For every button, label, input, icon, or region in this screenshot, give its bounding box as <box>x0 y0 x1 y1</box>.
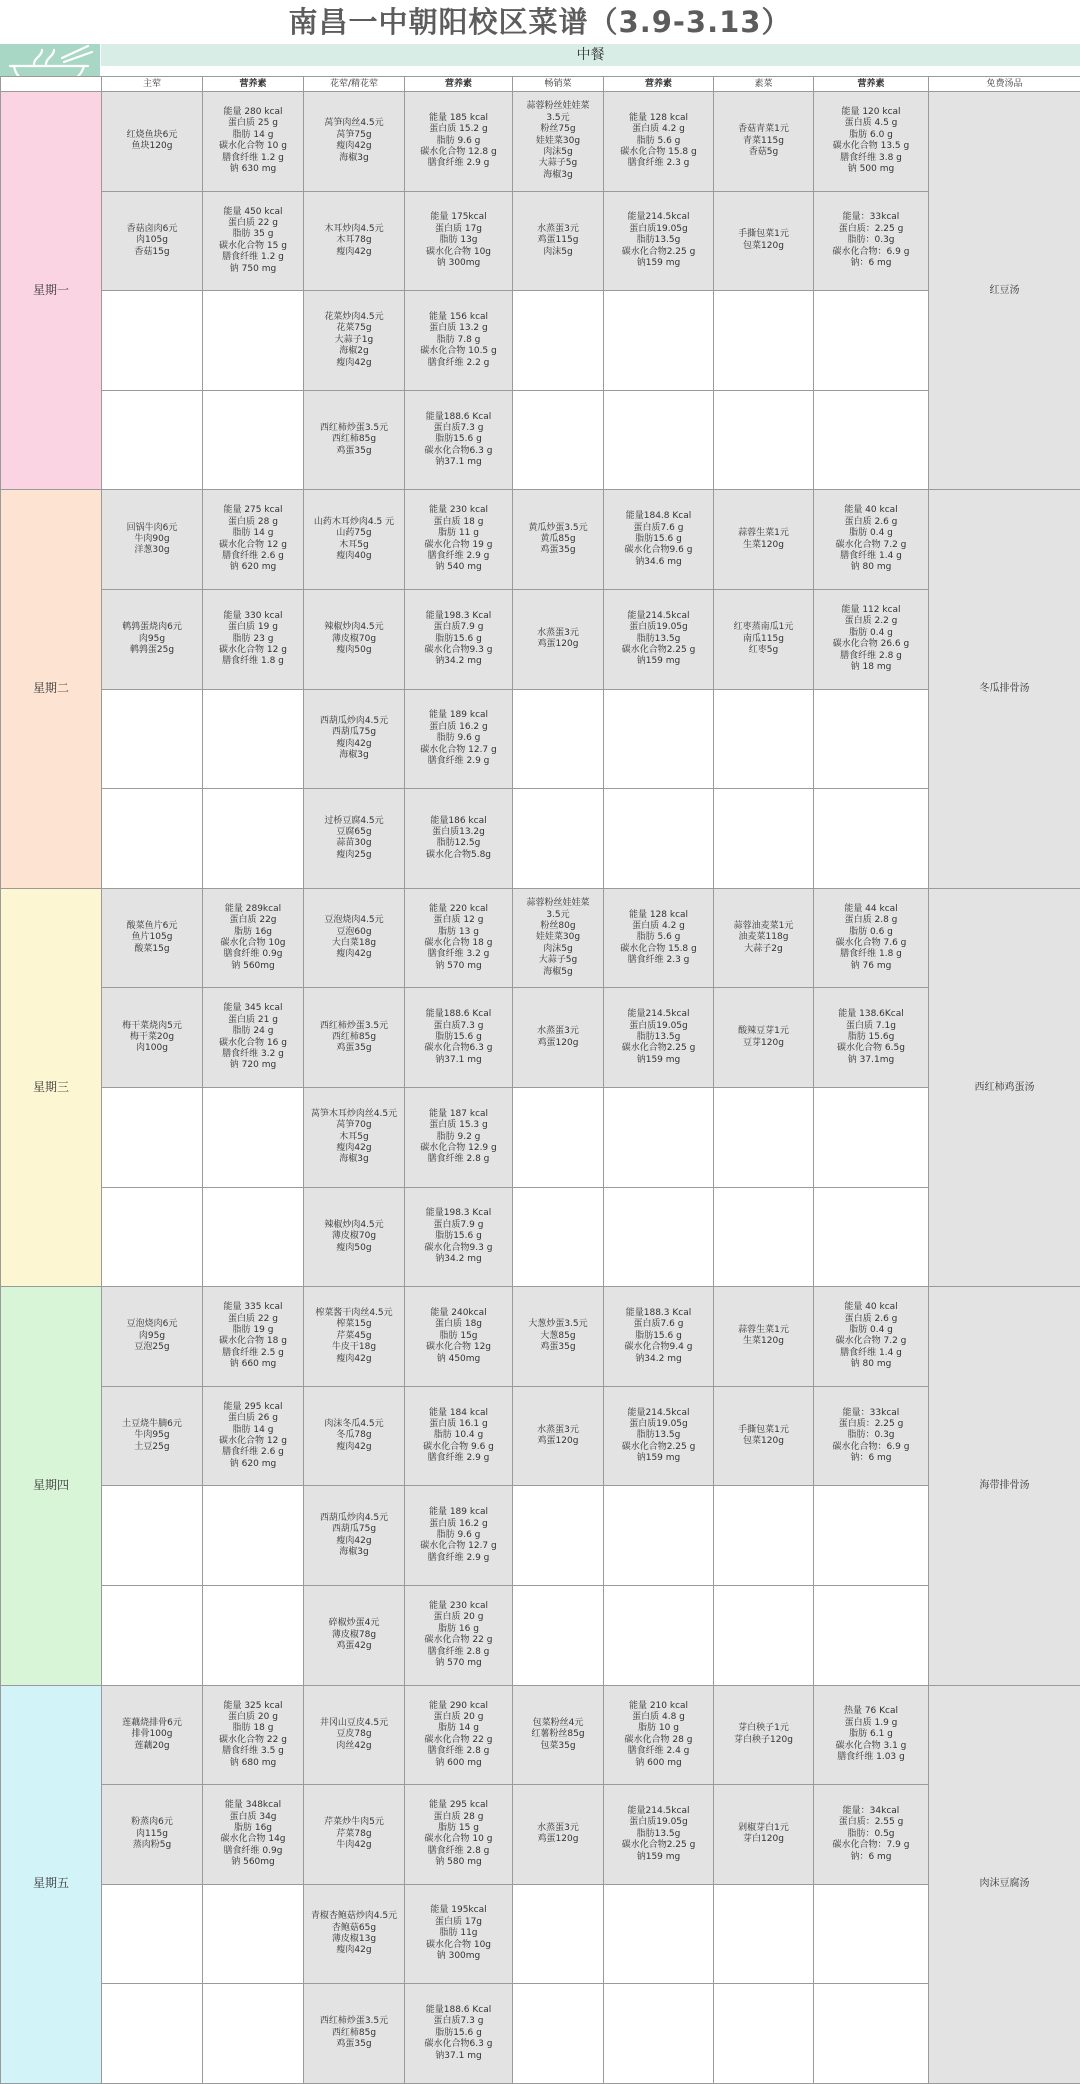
table-row <box>1 1087 1080 1187</box>
hot-dish-cell: 水蒸蛋3元 鸡蛋120g <box>513 988 604 1088</box>
main-nutrition-cell: 能量 325 kcal 蛋白质 20 g 脂肪 18 g 碳水化合物 22 g 膳食纤维 3.5 g 钠 680 mg <box>203 1685 304 1785</box>
empty-cell <box>714 1486 814 1586</box>
day-label: 星期一 <box>1 92 102 490</box>
main-nutrition-cell: 能量 450 kcal 蛋白质 22 g 脂肪 35 g 碳水化合物 15 g 膳食纤维 1.2 g 钠 750 mg <box>203 191 304 291</box>
empty-cell <box>102 1087 203 1187</box>
main-nutrition-cell: 能量 280 kcal 蛋白质 25 g 脂肪 14 g 碳水化合物 10 g 膳食纤维 1.2 g 钠 630 mg <box>203 92 304 192</box>
empty-cell <box>604 689 714 789</box>
main-nutrition-cell: 能量 295 kcal 蛋白质 26 g 脂肪 14 g 碳水化合物 12 g 膳食纤维 2.6 g 钠 620 mg <box>203 1386 304 1486</box>
flower-dish-cell: 榨菜酱干肉丝4.5元 榨菜15g 芹菜45g 牛皮干18g 瘦肉42g <box>304 1287 405 1387</box>
veg-dish-cell: 手撕包菜1元 包菜120g <box>714 191 814 291</box>
veg-dish-cell: 剁椒芽白1元 芽白120g <box>714 1785 814 1885</box>
menu-table-body <box>1 77 1080 2084</box>
empty-cell <box>513 1187 604 1287</box>
empty-cell <box>814 1884 929 1984</box>
veg-dish-cell: 芽白秧子1元 芽白秧子120g <box>714 1685 814 1785</box>
hot-nutrition-cell: 能量 210 kcal 蛋白质 4.8 g 脂肪 10 g 碳水化合物 28 g 膳食纤维 2.4 g 钠 600 mg <box>604 1685 714 1785</box>
hot-nutrition-cell: 能量184.8 Kcal 蛋白质7.6 g 脂肪15.6 g 碳水化合物9.6 g 钠34.6 mg <box>604 490 714 590</box>
empty-cell <box>814 689 929 789</box>
empty-cell <box>203 1087 304 1187</box>
table-row <box>1 1287 1080 1387</box>
veg-dish-cell: 香菇青菜1元 青菜115g 香菇5g <box>714 92 814 192</box>
main-dish-cell: 回锅牛肉6元 牛肉90g 洋葱30g <box>102 490 203 590</box>
main-dish-cell: 鹌鹑蛋烧肉6元 肉95g 鹌鹑蛋25g <box>102 589 203 689</box>
hot-dish-cell: 水蒸蛋3元 鸡蛋120g <box>513 589 604 689</box>
main-dish-cell: 豆泡烧肉6元 肉95g 豆泡25g <box>102 1287 203 1387</box>
veg-nutrition-cell: 能量：33kcal 蛋白质：2.25 g 脂肪：0.3g 碳水化合物：6.9 g 钠：6 mg <box>814 1386 929 1486</box>
table-row <box>1 1585 1080 1685</box>
table-row <box>1 888 1080 988</box>
hot-nutrition-cell: 能量 128 kcal 蛋白质 4.2 g 脂肪 5.6 g 碳水化合物 15.8 g 膳食纤维 2.3 g <box>604 888 714 988</box>
flower-nutrition-cell: 能量188.6 Kcal 蛋白质7.3 g 脂肪15.6 g 碳水化合物6.3 g 钠37.1 mg <box>405 988 513 1088</box>
main-nutrition-cell: 能量 345 kcal 蛋白质 21 g 脂肪 24 g 碳水化合物 16 g 膳食纤维 3.2 g 钠 720 mg <box>203 988 304 1088</box>
main-dish-cell: 莲藕烧排骨6元 排骨100g 莲藕20g <box>102 1685 203 1785</box>
empty-cell <box>604 1187 714 1287</box>
veg-nutrition-cell: 能量 112 kcal 蛋白质 2.2 g 脂肪 0.4 g 碳水化合物 26.6 g 膳食纤维 2.8 g 钠 18 mg <box>814 589 929 689</box>
column-header-veg: 素菜 <box>714 77 814 92</box>
flower-dish-cell: 木耳炒肉4.5元 木耳78g 瘦肉42g <box>304 191 405 291</box>
flower-nutrition-cell: 能量198.3 Kcal 蛋白质7.9 g 脂肪15.6 g 碳水化合物9.3 g 钠34.2 mg <box>405 589 513 689</box>
main-dish-cell: 粉蒸肉6元 肉115g 蒸肉粉5g <box>102 1785 203 1885</box>
table-row <box>1 1884 1080 1984</box>
table-row <box>1 589 1080 689</box>
flower-nutrition-cell: 能量186 kcal 蛋白质13.2g 脂肪12.5g 碳水化合物5.8g <box>405 789 513 889</box>
column-header-nutrition: 营养素 <box>604 77 714 92</box>
empty-cell <box>814 1585 929 1685</box>
flower-dish-cell: 井冈山豆皮4.5元 豆皮78g 肉丝42g <box>304 1685 405 1785</box>
flower-dish-cell: 辣椒炒肉4.5元 薄皮椒70g 瘦肉50g <box>304 1187 405 1287</box>
empty-cell <box>203 1486 304 1586</box>
empty-cell <box>604 1984 714 2084</box>
empty-cell <box>604 390 714 490</box>
empty-cell <box>814 1187 929 1287</box>
flower-nutrition-cell: 能量 189 kcal 蛋白质 16.2 g 脂肪 9.6 g 碳水化合物 12.7 g 膳食纤维 2.9 g <box>405 1486 513 1586</box>
flower-dish-cell: 花菜炒肉4.5元 花菜75g 大蒜子1g 海椒2g 瘦肉42g <box>304 291 405 391</box>
flower-nutrition-cell: 能量 189 kcal 蛋白质 16.2 g 脂肪 9.6 g 碳水化合物 12.7 g 膳食纤维 2.9 g <box>405 689 513 789</box>
empty-cell <box>203 390 304 490</box>
main-dish-cell: 酸菜鱼片6元 鱼片105g 酸菜15g <box>102 888 203 988</box>
empty-cell <box>513 390 604 490</box>
flower-dish-cell: 青椒杏鲍菇炒肉4.5元 杏鲍菇65g 薄皮椒13g 瘦肉42g <box>304 1884 405 1984</box>
hot-dish-cell: 包菜粉丝4元 红薯粉丝85g 包菜35g <box>513 1685 604 1785</box>
main-nutrition-cell: 能量 335 kcal 蛋白质 22 g 脂肪 19 g 碳水化合物 18 g 膳食纤维 2.5 g 钠 660 mg <box>203 1287 304 1387</box>
soup-cell: 冬瓜排骨汤 <box>929 490 1080 888</box>
veg-dish-cell: 红枣蒸南瓜1元 南瓜115g 红枣5g <box>714 589 814 689</box>
table-row <box>1 291 1080 391</box>
empty-cell <box>604 1486 714 1586</box>
hot-nutrition-cell: 能量188.3 Kcal 蛋白质7.6 g 脂肪15.6 g 碳水化合物9.4 g 钠34.2 mg <box>604 1287 714 1387</box>
flower-dish-cell: 西红柿炒蛋3.5元 西红柿85g 鸡蛋35g <box>304 1984 405 2084</box>
empty-cell <box>814 291 929 391</box>
veg-nutrition-cell: 能量 138.6Kcal 蛋白质 7.1g 脂肪 15.6g 碳水化合物 6.5g 钠 37.1mg <box>814 988 929 1088</box>
page-title: 南昌一中朝阳校区菜谱（3.9-3.13） <box>0 0 1080 44</box>
table-row <box>1 191 1080 291</box>
column-header-nutrition: 营养素 <box>814 77 929 92</box>
column-header-main: 主荤 <box>102 77 203 92</box>
empty-cell <box>102 1585 203 1685</box>
empty-cell <box>714 291 814 391</box>
veg-dish-cell: 蒜蓉生菜1元 生菜120g <box>714 1287 814 1387</box>
hot-dish-cell: 蒜蓉粉丝娃娃菜 3.5元 粉丝75g 娃娃菜30g 肉沫5g 大蒜子5g 海椒3g <box>513 92 604 192</box>
empty-cell <box>604 789 714 889</box>
hot-dish-cell: 蒜蓉粉丝娃娃菜 3.5元 粉丝80g 娃娃菜30g 肉沫5g 大蒜子5g 海椒5g <box>513 888 604 988</box>
table-row <box>1 1785 1080 1885</box>
empty-cell <box>714 1087 814 1187</box>
flower-nutrition-cell: 能量 187 kcal 蛋白质 15.3 g 脂肪 9.2 g 碳水化合物 12.9 g 膳食纤维 2.8 g <box>405 1087 513 1187</box>
column-header-row <box>1 77 1080 92</box>
flower-nutrition-cell: 能量 156 kcal 蛋白质 13.2 g 脂肪 7.8 g 碳水化合物 10.5 g 膳食纤维 2.2 g <box>405 291 513 391</box>
flower-dish-cell: 山药木耳炒肉4.5 元 山药75g 木耳5g 瘦肉40g <box>304 490 405 590</box>
main-nutrition-cell: 能量 289kcal 蛋白质 22g 脂肪 16g 碳水化合物 10g 膳食纤维 0.9g 钠 560mg <box>203 888 304 988</box>
soup-cell: 红豆汤 <box>929 92 1080 490</box>
empty-cell <box>714 1884 814 1984</box>
flower-dish-cell: 莴笋木耳炒肉丝4.5元 莴笋70g 木耳5g 瘦肉42g 海椒3g <box>304 1087 405 1187</box>
veg-dish-cell: 蒜蓉生菜1元 生菜120g <box>714 490 814 590</box>
main-nutrition-cell: 能量 275 kcal 蛋白质 28 g 脂肪 14 g 碳水化合物 12 g 膳食纤维 2.6 g 钠 620 mg <box>203 490 304 590</box>
hot-nutrition-cell: 能量214.5kcal 蛋白质19.05g 脂肪13.5g 碳水化合物2.25 g 钠159 mg <box>604 988 714 1088</box>
hot-nutrition-cell: 能量214.5kcal 蛋白质19.05g 脂肪13.5g 碳水化合物2.25 g 钠159 mg <box>604 1386 714 1486</box>
hot-dish-cell: 水蒸蛋3元 鸡蛋115g 肉沫5g <box>513 191 604 291</box>
veg-nutrition-cell: 能量 40 kcal 蛋白质 2.6 g 脂肪 0.4 g 碳水化合物 7.2 g 膳食纤维 1.4 g 钠 80 mg <box>814 490 929 590</box>
menu-table <box>0 76 1080 2084</box>
soup-cell: 海带排骨汤 <box>929 1287 1080 1685</box>
column-header-flower: 花荤/精花荤 <box>304 77 405 92</box>
empty-cell <box>102 390 203 490</box>
flower-dish-cell: 西红柿炒蛋3.5元 西红柿85g 鸡蛋35g <box>304 988 405 1088</box>
hot-dish-cell: 大葱炒蛋3.5元 大葱85g 鸡蛋35g <box>513 1287 604 1387</box>
veg-nutrition-cell: 能量 44 kcal 蛋白质 2.8 g 脂肪 0.6 g 碳水化合物 7.6 g 膳食纤维 1.8 g 钠 76 mg <box>814 888 929 988</box>
main-nutrition-cell: 能量 348kcal 蛋白质 34g 脂肪 16g 碳水化合物 14g 膳食纤维 0.9g 钠 560mg <box>203 1785 304 1885</box>
column-header-blank <box>1 77 102 92</box>
empty-cell <box>203 789 304 889</box>
flower-nutrition-cell: 能量 195kcal 蛋白质 17g 脂肪 11g 碳水化合物 10g 钠 300mg <box>405 1884 513 1984</box>
flower-dish-cell: 豆泡烧肉4.5元 豆泡60g 大白菜18g 瘦肉42g <box>304 888 405 988</box>
empty-cell <box>513 1884 604 1984</box>
main-dish-cell: 土豆烧牛腩6元 牛肉95g 土豆25g <box>102 1386 203 1486</box>
flower-nutrition-cell: 能量198.3 Kcal 蛋白质7.9 g 脂肪15.6 g 碳水化合物9.3 g 钠34.2 mg <box>405 1187 513 1287</box>
flower-dish-cell: 西红柿炒蛋3.5元 西红柿85g 鸡蛋35g <box>304 390 405 490</box>
soup-cell: 西红柿鸡蛋汤 <box>929 888 1080 1286</box>
flower-dish-cell: 过桥豆腐4.5元 豆腐65g 蒜苗30g 瘦肉25g <box>304 789 405 889</box>
empty-cell <box>513 291 604 391</box>
column-header-nutrition: 营养素 <box>203 77 304 92</box>
empty-cell <box>513 1486 604 1586</box>
flower-nutrition-cell: 能量188.6 Kcal 蛋白质7.3 g 脂肪15.6 g 碳水化合物6.3 g 钠37.1 mg <box>405 1984 513 2084</box>
day-label: 星期三 <box>1 888 102 1286</box>
table-row <box>1 1386 1080 1486</box>
flower-nutrition-cell: 能量 240kcal 蛋白质 18g 脂肪 15g 碳水化合物 12g 钠 450mg <box>405 1287 513 1387</box>
empty-cell <box>714 1187 814 1287</box>
table-row <box>1 1685 1080 1785</box>
veg-nutrition-cell: 能量：34kcal 蛋白质：2.55 g 脂肪：0.5g 碳水化合物：7.9 g 钠：6 mg <box>814 1785 929 1885</box>
empty-cell <box>102 1187 203 1287</box>
hot-nutrition-cell: 能量214.5kcal 蛋白质19.05g 脂肪13.5g 碳水化合物2.25 g 钠159 mg <box>604 1785 714 1885</box>
empty-cell <box>814 789 929 889</box>
table-row <box>1 1984 1080 2084</box>
empty-cell <box>102 291 203 391</box>
table-row <box>1 1187 1080 1287</box>
flower-dish-cell: 辣椒炒肉4.5元 薄皮椒70g 瘦肉50g <box>304 589 405 689</box>
flower-dish-cell: 西葫瓜炒肉4.5元 西葫瓜75g 瘦肉42g 海椒3g <box>304 1486 405 1586</box>
soup-cell: 肉沫豆腐汤 <box>929 1685 1080 2083</box>
table-row <box>1 1486 1080 1586</box>
flower-nutrition-cell: 能量 290 kcal 蛋白质 20 g 脂肪 14 g 碳水化合物 22 g 膳食纤维 2.8 g 钠 600 mg <box>405 1685 513 1785</box>
flower-nutrition-cell: 能量 175kcal 蛋白质 17g 脂肪 13g 碳水化合物 10g 钠 300mg <box>405 191 513 291</box>
meal-section-header: 中餐 <box>101 44 1080 66</box>
empty-cell <box>604 1884 714 1984</box>
column-header-hot: 畅销菜 <box>513 77 604 92</box>
empty-cell <box>604 291 714 391</box>
day-label: 星期二 <box>1 490 102 888</box>
empty-cell <box>513 1984 604 2084</box>
veg-nutrition-cell: 能量 40 kcal 蛋白质 2.6 g 脂肪 0.4 g 碳水化合物 7.2 g 膳食纤维 1.4 g 钠 80 mg <box>814 1287 929 1387</box>
empty-cell <box>102 689 203 789</box>
empty-cell <box>203 1984 304 2084</box>
header-divider <box>101 66 1080 76</box>
flower-nutrition-cell: 能量 185 kcal 蛋白质 15.2 g 脂肪 9.6 g 碳水化合物 12.8 g 膳食纤维 2.9 g <box>405 92 513 192</box>
main-nutrition-cell: 能量 330 kcal 蛋白质 19 g 脂肪 23 g 碳水化合物 12 g 膳食纤维 1.8 g <box>203 589 304 689</box>
empty-cell <box>714 1984 814 2084</box>
day-label: 星期四 <box>1 1287 102 1685</box>
flower-nutrition-cell: 能量 220 kcal 蛋白质 12 g 脂肪 13 g 碳水化合物 18 g 膳食纤维 3.2 g 钠 570 mg <box>405 888 513 988</box>
table-row <box>1 789 1080 889</box>
flower-dish-cell: 碎椒炒蛋4元 薄皮椒78g 鸡蛋42g <box>304 1585 405 1685</box>
empty-cell <box>814 390 929 490</box>
empty-cell <box>102 789 203 889</box>
empty-cell <box>714 390 814 490</box>
main-dish-cell: 香菇卤肉6元 肉105g 香菇15g <box>102 191 203 291</box>
column-header-soup: 免费汤品 <box>929 77 1080 92</box>
flower-nutrition-cell: 能量 230 kcal 蛋白质 20 g 脂肪 16 g 碳水化合物 22 g 膳食纤维 2.8 g 钠 570 mg <box>405 1585 513 1685</box>
veg-nutrition-cell: 能量：33kcal 蛋白质：2.25 g 脂肪：0.3g 碳水化合物：6.9 g 钠：6 mg <box>814 191 929 291</box>
table-row <box>1 988 1080 1088</box>
veg-nutrition-cell: 热量 76 Kcal 蛋白质 1.9 g 脂肪 6.1 g 碳水化合物 3.1 g 膳食纤维 1.03 g <box>814 1685 929 1785</box>
empty-cell <box>203 1585 304 1685</box>
flower-nutrition-cell: 能量 230 kcal 蛋白质 18 g 脂肪 11 g 碳水化合物 19 g 膳食纤维 2.9 g 钠 540 mg <box>405 490 513 590</box>
hot-nutrition-cell: 能量214.5kcal 蛋白质19.05g 脂肪13.5g 碳水化合物2.25 g 钠159 mg <box>604 191 714 291</box>
empty-cell <box>604 1087 714 1187</box>
empty-cell <box>203 1187 304 1287</box>
veg-nutrition-cell: 能量 120 kcal 蛋白质 4.5 g 脂肪 6.0 g 碳水化合物 13.5 g 膳食纤维 3.8 g 钠 500 mg <box>814 92 929 192</box>
hot-nutrition-cell: 能量 128 kcal 蛋白质 4.2 g 脂肪 5.6 g 碳水化合物 15.8 g 膳食纤维 2.3 g <box>604 92 714 192</box>
main-dish-cell: 红烧鱼块6元 鱼块120g <box>102 92 203 192</box>
empty-cell <box>604 1585 714 1685</box>
flower-nutrition-cell: 能量 184 kcal 蛋白质 16.1 g 脂肪 10.4 g 碳水化合物 9.6 g 膳食纤维 2.9 g <box>405 1386 513 1486</box>
flower-dish-cell: 莴笋肉丝4.5元 莴笋75g 瘦肉42g 海椒3g <box>304 92 405 192</box>
column-header-nutrition: 营养素 <box>405 77 513 92</box>
table-row <box>1 92 1080 192</box>
flower-dish-cell: 西葫瓜炒肉4.5元 西葫瓜75g 瘦肉42g 海椒3g <box>304 689 405 789</box>
empty-cell <box>513 789 604 889</box>
hot-dish-cell: 水蒸蛋3元 鸡蛋120g <box>513 1785 604 1885</box>
table-row <box>1 689 1080 789</box>
veg-dish-cell: 手撕包菜1元 包菜120g <box>714 1386 814 1486</box>
veg-dish-cell: 酸辣豆芽1元 豆芽120g <box>714 988 814 1088</box>
empty-cell <box>814 1087 929 1187</box>
empty-cell <box>203 1884 304 1984</box>
empty-cell <box>102 1984 203 2084</box>
table-row <box>1 490 1080 590</box>
empty-cell <box>714 1585 814 1685</box>
table-row <box>1 390 1080 490</box>
empty-cell <box>513 1087 604 1187</box>
empty-cell <box>102 1884 203 1984</box>
main-dish-cell: 梅干菜烧肉5元 梅干菜20g 肉100g <box>102 988 203 1088</box>
flower-dish-cell: 芹菜炒牛肉5元 芹菜78g 牛肉42g <box>304 1785 405 1885</box>
empty-cell <box>513 689 604 789</box>
day-label: 星期五 <box>1 1685 102 2083</box>
flower-dish-cell: 肉沫冬瓜4.5元 冬瓜78g 瘦肉42g <box>304 1386 405 1486</box>
veg-dish-cell: 蒜蓉油麦菜1元 油麦菜118g 大蒜子2g <box>714 888 814 988</box>
empty-cell <box>102 1486 203 1586</box>
empty-cell <box>814 1486 929 1586</box>
empty-cell <box>203 291 304 391</box>
empty-cell <box>714 789 814 889</box>
empty-cell <box>714 689 814 789</box>
hot-dish-cell: 黄瓜炒蛋3.5元 黄瓜85g 鸡蛋35g <box>513 490 604 590</box>
hot-dish-cell: 水蒸蛋3元 鸡蛋120g <box>513 1386 604 1486</box>
empty-cell <box>203 689 304 789</box>
flower-nutrition-cell: 能量188.6 Kcal 蛋白质7.3 g 脂肪15.6 g 碳水化合物6.3 g 钠37.1 mg <box>405 390 513 490</box>
empty-cell <box>814 1984 929 2084</box>
hot-nutrition-cell: 能量214.5kcal 蛋白质19.05g 脂肪13.5g 碳水化合物2.25 g 钠159 mg <box>604 589 714 689</box>
flower-nutrition-cell: 能量 295 kcal 蛋白质 28 g 脂肪 15 g 碳水化合物 10 g 膳食纤维 2.8 g 钠 580 mg <box>405 1785 513 1885</box>
empty-cell <box>513 1585 604 1685</box>
